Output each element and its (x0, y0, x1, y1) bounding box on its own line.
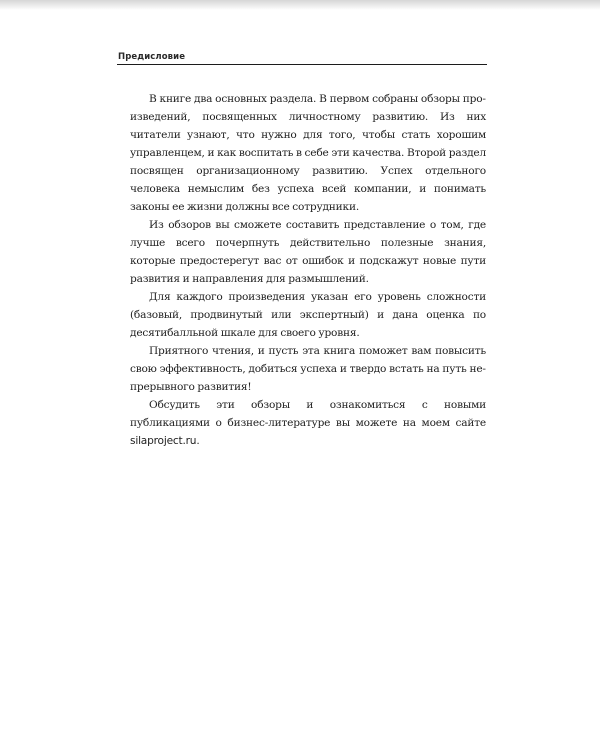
scan-top-shadow (0, 0, 600, 10)
header-rule (117, 64, 487, 65)
paragraph-discussion (130, 396, 486, 450)
body-text (130, 90, 486, 450)
page-header (118, 50, 487, 64)
paragraph-reviews-purpose: Из обзоров вы сможете составить представление о том, где лучше всего почерпнуть действительно полезные знания, которые предостерегут вас от ошибок и подскажут новые пути развития и направления для размышлений. (130, 219, 486, 285)
discussion-text: Обсудить эти обзоры и ознакомиться с новыми публикациями о бизнес-литературе вы можете на моем сайте (130, 399, 486, 429)
discussion-period: . (196, 435, 200, 447)
running-head: Предисловие (118, 52, 186, 62)
site-link[interactable]: silaproject.ru (130, 435, 197, 447)
paragraph-difficulty-levels: Для каждого произведения указан его уровень сложности (базовый, продвинутый или экспертный) и дана оценка по десятибалльной шкале для своего уровня. (130, 291, 486, 339)
paragraph-enjoy-reading: Приятного чтения, и пусть эта книга поможет вам повысить свою эффективность, добиться успеха и твердо встать на путь непрерывного развития! (130, 345, 486, 393)
paragraph-sections-overview: В книге два основных раздела. В первом собраны обзоры произведений, посвященных личностному развитию. Из них читатели узнают, что нужно для того, чтобы стать хорошим управленцем, и как воспитать в себе эти качества. Второй раздел посвящен организационному развитию. Успех отдельного человека немыслим без успеха всей компании, и понимать законы ее жизни должны все сотрудники. (130, 93, 486, 213)
